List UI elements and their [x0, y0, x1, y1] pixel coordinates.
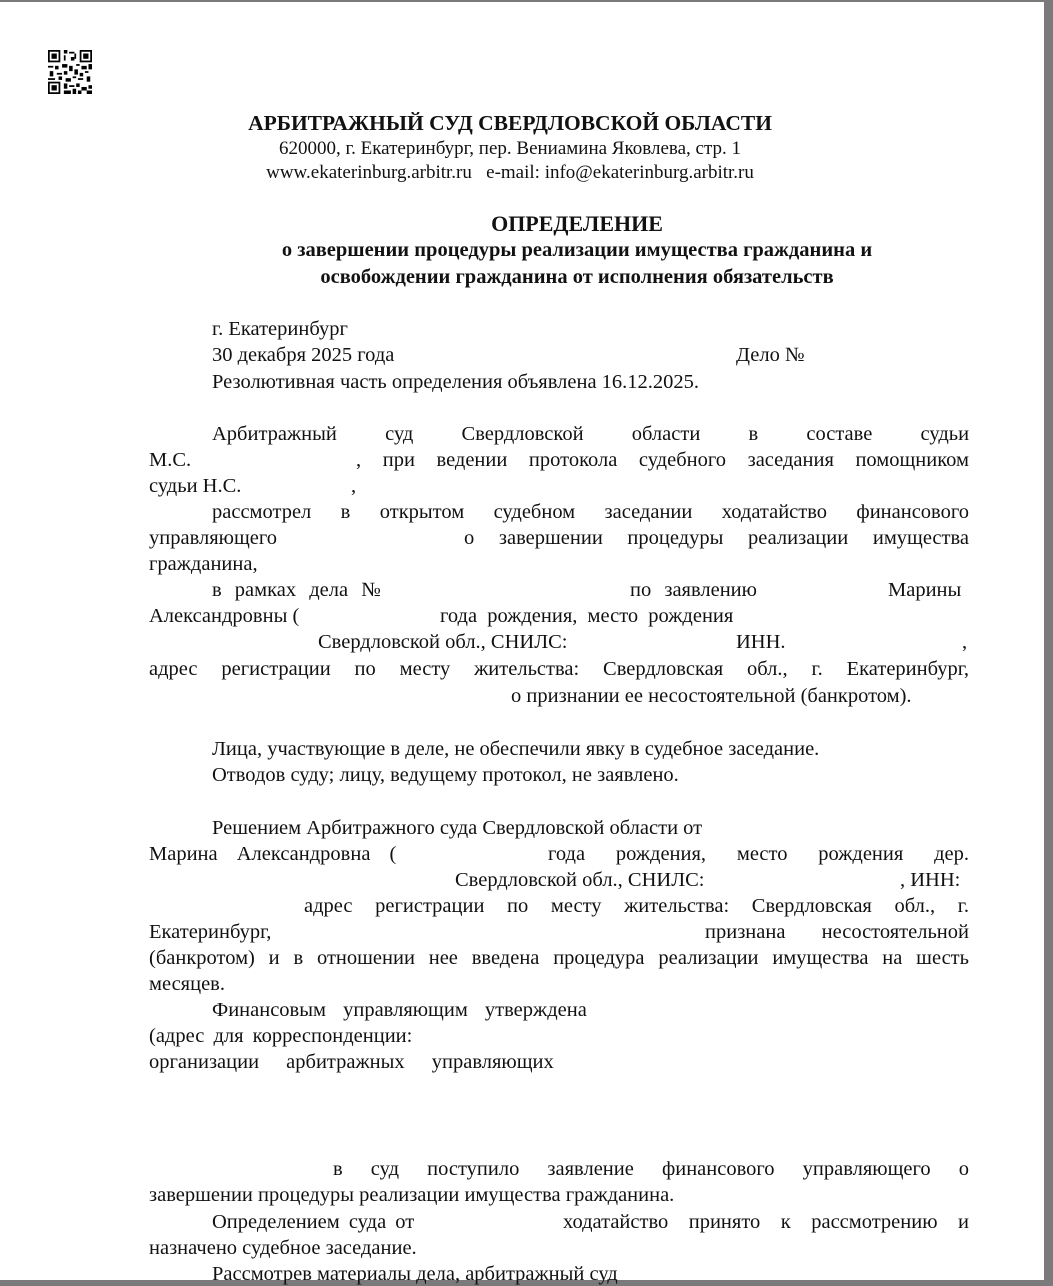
paragraph-3-line-3-c: , [962, 631, 968, 653]
paragraph-8-line-2: назначено судебное заседание. [149, 1237, 417, 1259]
word: Свердловской [461, 423, 584, 445]
paragraph-5-line-3-b: , ИНН: [900, 869, 961, 891]
word: в [748, 423, 759, 445]
paragraph-6-line-2: (адрес для корреспонденции: [149, 1025, 413, 1047]
paragraph-3-line-1-b: по заявлению [630, 579, 757, 601]
paragraph-3-line-2-a: Александровны ( [149, 605, 300, 627]
paragraph-4-line-1: Лица, участвующие в деле, не обеспечили явку в судебное заседание. [212, 738, 820, 760]
case-number-label: Дело № [736, 344, 805, 366]
paragraph-3-line-3-a: Свердловской обл., СНИЛС: [318, 631, 568, 653]
paragraph-5-line-2-a: Марина Александровна ( [149, 843, 397, 865]
paragraph-8-line-1-b: ходатайство принято к рассмотрению и [563, 1211, 969, 1233]
paragraph-3-line-3-b: ИНН. [736, 631, 786, 653]
word: составе [806, 423, 873, 445]
paragraph-6-line-3: организации арбитражных управляющих [149, 1051, 554, 1073]
paragraph-2-line-2-start: управляющего [149, 527, 277, 549]
qr-code-icon [48, 50, 92, 94]
document-page [0, 2, 1044, 1285]
document-subtitle-line-2: освобождении гражданина от исполнения обязательств [320, 266, 834, 288]
paragraph-1-line-3-comma: , [351, 475, 357, 497]
paragraph-2-line-2-end: о завершении процедуры реализации имущества [464, 527, 969, 549]
paragraph-5-line-7: месяцев. [149, 973, 225, 995]
paragraph-3-line-2-b: года рождения, место рождения [440, 605, 734, 627]
paragraph-5-line-5-b: признана несостоятельной [705, 921, 969, 943]
resolution-note: Резолютивная часть определения объявлена 16.12.2025. [212, 371, 700, 393]
paragraph-1-line-2-end: , при ведении протокола судебного заседания помощником [356, 449, 969, 471]
paragraph-5-line-1: Решением Арбитражного суда Свердловской области от [212, 817, 703, 839]
paragraph-7-line-2: завершении процедуры реализации имущества гражданина. [149, 1184, 675, 1206]
word: области [631, 423, 701, 445]
word: суд [385, 423, 414, 445]
paragraph-6-line-1: Финансовым управляющим утверждена [212, 999, 587, 1021]
paragraph-3-line-1-c: Марины [888, 579, 962, 601]
paragraph-9-line-1: Рассмотрев материалы дела, арбитражный суд [212, 1263, 618, 1285]
decision-date: 30 декабря 2025 года [212, 344, 395, 366]
paragraph-3-line-4: адрес регистрации по месту жительства: Свердловская обл., г. Екатеринбург, [149, 658, 969, 680]
court-name: АРБИТРАЖНЫЙ СУД СВЕРДЛОВСКОЙ ОБЛАСТИ [248, 111, 772, 135]
court-contacts [0, 161, 1020, 185]
paragraph-3-line-1-a: в рамках дела № [212, 579, 381, 601]
paragraph-1-line-3: судьи Н.С. [149, 475, 242, 497]
document-title: ОПРЕДЕЛЕНИЕ [491, 211, 663, 236]
paragraph-5-line-5-a: Екатеринбург, [149, 921, 272, 943]
paragraph-1-line-2-start: М.С. [149, 449, 192, 471]
document-subtitle-line-1: о завершении процедуры реализации имущества гражданина и [281, 239, 873, 261]
paragraph-8-line-1-a: Определением суда от [212, 1211, 415, 1233]
paragraph-5-line-4: адрес регистрации по месту жительства: Свердловская обл., г. [304, 895, 969, 917]
paragraph-1-line-1 [212, 422, 969, 446]
paragraph-2-line-3: гражданина, [149, 553, 258, 575]
paragraph-2-line-1: рассмотрел в открытом судебном заседании ходатайство финансового [212, 501, 969, 523]
paragraph-5-line-3-a: Свердловской обл., СНИЛС: [455, 869, 705, 891]
court-address: 620000, г. Екатеринбург, пер. Вениамина Яковлева, стр. 1 [278, 138, 742, 159]
paragraph-3-line-5: о признании ее несостоятельной (банкротом). [511, 685, 912, 707]
paragraph-4-line-2: Отводов суду; лицу, ведущему протокол, не заявлено. [212, 764, 679, 786]
word: Арбитражный [212, 423, 337, 445]
word: судьи [920, 423, 970, 445]
court-contacts-text: www.ekaterinburg.arbitr.ru e-mail: info@ekaterinburg.arbitr.ru [266, 162, 754, 183]
paragraph-7-line-1: в суд поступило заявление финансового управляющего о [333, 1158, 969, 1180]
city: г. Екатеринбург [212, 318, 348, 340]
paragraph-5-line-6: (банкротом) и в отношении нее введена процедура реализации имущества на шесть [149, 947, 969, 969]
paragraph-5-line-2-b: года рождения, место рождения дер. [548, 843, 969, 865]
